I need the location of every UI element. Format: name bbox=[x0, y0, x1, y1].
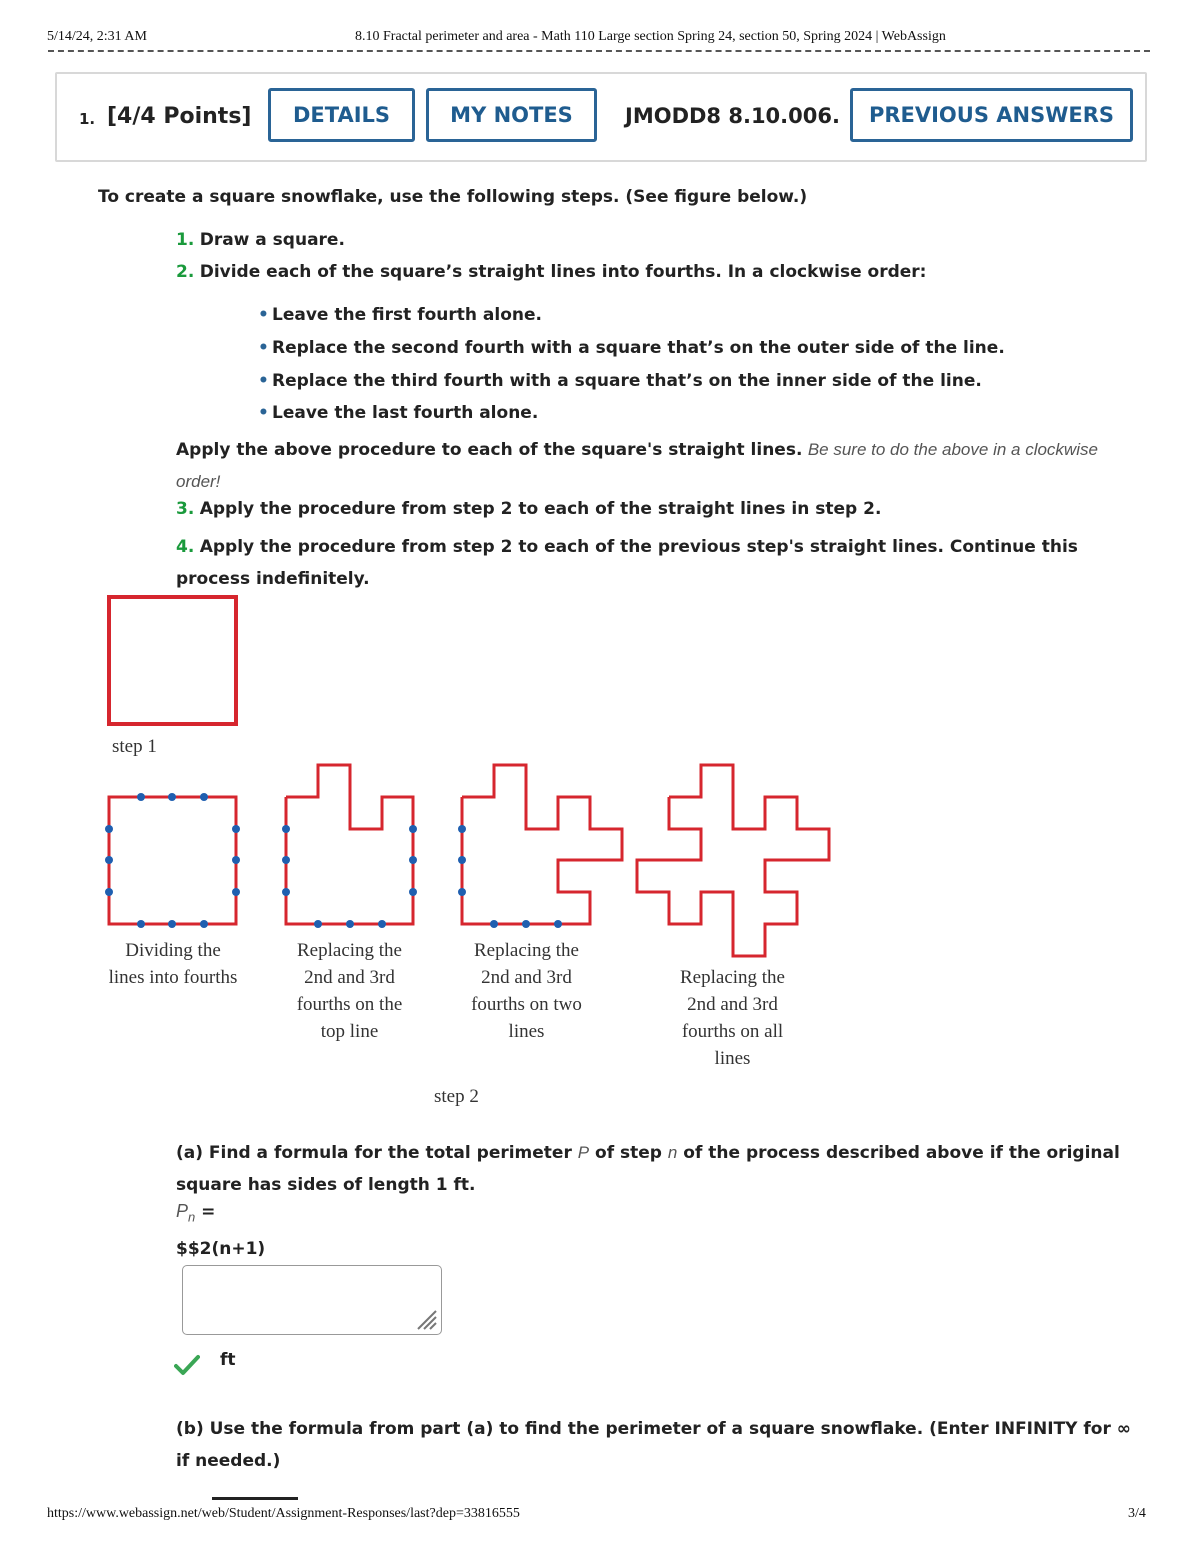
submitted-answer: $$2(n+1) bbox=[176, 1239, 266, 1259]
var-n: n bbox=[667, 1143, 678, 1162]
step-4-number: 4. bbox=[176, 537, 195, 557]
apply-note: Be sure to do the above in a clockwise order! bbox=[176, 440, 1098, 491]
answer-eq: = bbox=[195, 1202, 216, 1222]
step-1-square bbox=[109, 597, 236, 724]
step-1-label: step 1 bbox=[112, 736, 157, 757]
my-notes-button[interactable]: MY NOTES bbox=[426, 88, 597, 142]
step-2-label: step 2 bbox=[434, 1086, 479, 1107]
step-1-number: 1. bbox=[176, 230, 195, 250]
answer-sub: n bbox=[188, 1209, 196, 1225]
print-page-title: 8.10 Fractal perimeter and area - Math 110 Large section Spring 24, section 50, Spring 2024 | WebAssign bbox=[355, 29, 946, 44]
caption-all-lines: Replacing the 2nd and 3rd fourths on all lines bbox=[680, 967, 785, 1069]
print-datetime: 5/14/24, 2:31 AM bbox=[47, 29, 147, 44]
answer-unit: ft bbox=[220, 1350, 236, 1370]
checkmark-icon bbox=[174, 1354, 200, 1376]
var-p: P bbox=[577, 1143, 590, 1162]
step-4-text: Apply the procedure from step 2 to each of the previous step's straight lines. Continue this process indefinitely. bbox=[176, 537, 1078, 589]
print-page-number: 3/4 bbox=[1128, 1506, 1146, 1521]
answer-input[interactable] bbox=[182, 1265, 442, 1335]
part-b-input-top-edge bbox=[212, 1497, 298, 1500]
step-1-text: Draw a square. bbox=[199, 230, 345, 250]
part-a-lead: (a) Find a formula for the total perimeter bbox=[176, 1143, 572, 1163]
dividing-square bbox=[105, 793, 240, 928]
step-2-number: 2. bbox=[176, 262, 195, 282]
print-url: https://www.webassign.net/web/Student/Assignment-Responses/last?dep=33816555 bbox=[47, 1506, 520, 1521]
bullet-item: • Replace the third fourth with a square that’s on the inner side of the line. bbox=[272, 371, 982, 391]
answer-label bbox=[176, 1201, 215, 1224]
step-3-number: 3. bbox=[176, 499, 195, 519]
part-a-mid: of step bbox=[595, 1143, 662, 1163]
bullet-item: • Leave the last fourth alone. bbox=[272, 403, 538, 423]
caption-top-line: Replacing the 2nd and 3rd fourths on the top line bbox=[296, 940, 403, 1042]
part-b-prompt: (b) Use the formula from part (a) to find the perimeter of a square snowflake. (Enter INFINITY for ∞ if needed.) bbox=[176, 1419, 1131, 1471]
apply-text: Apply the above procedure to each of the square's straight lines. bbox=[176, 440, 803, 460]
two-lines-replaced-shape bbox=[458, 765, 622, 928]
top-line-replaced-shape bbox=[282, 765, 417, 928]
previous-answers-button[interactable]: PREVIOUS ANSWERS bbox=[850, 88, 1133, 142]
all-lines-replaced-shape bbox=[637, 765, 829, 956]
question-number: 1. bbox=[79, 110, 96, 128]
step-3-text: Apply the procedure from step 2 to each of the straight lines in step 2. bbox=[199, 499, 882, 519]
intro-text: To create a square snowflake, use the following steps. (See figure below.) bbox=[98, 187, 808, 207]
resize-handle-icon[interactable] bbox=[414, 1307, 438, 1331]
bullet-item: • Replace the second fourth with a square that’s on the outer side of the line. bbox=[272, 338, 1005, 358]
bullet-item: • Leave the first fourth alone. bbox=[272, 305, 542, 325]
details-button[interactable]: DETAILS bbox=[268, 88, 415, 142]
caption-dividing: Dividing the lines into fourths bbox=[108, 940, 238, 988]
step-2-text: Divide each of the square’s straight lines into fourths. In a clockwise order: bbox=[199, 262, 927, 282]
answer-var: P bbox=[176, 1201, 189, 1221]
question-id: JMODD8 8.10.006. bbox=[625, 104, 840, 128]
part-a-prompt bbox=[176, 1137, 1136, 1201]
caption-two-lines: Replacing the 2nd and 3rd fourths on two lines bbox=[471, 940, 582, 1042]
question-points: [4/4 Points] bbox=[107, 104, 252, 129]
part-a-tail: of the process described above if the original square has sides of length 1 ft. bbox=[176, 1143, 1120, 1195]
